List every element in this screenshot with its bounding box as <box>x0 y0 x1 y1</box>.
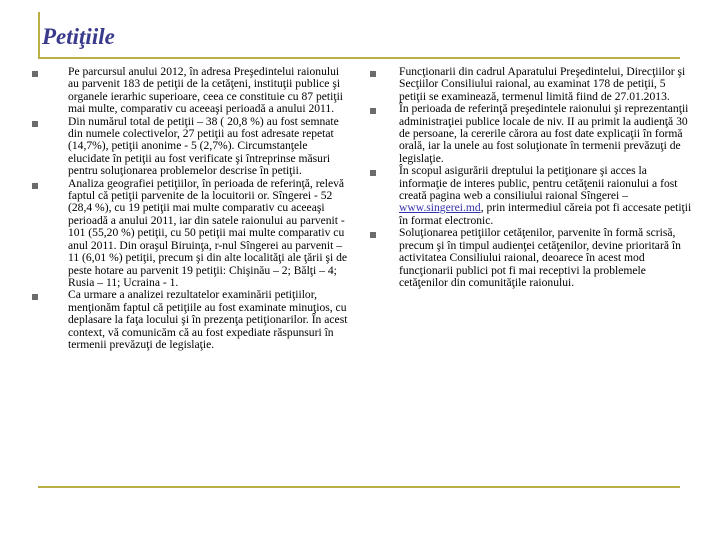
page-title: Petiţiile <box>42 24 115 49</box>
bottom-rule <box>38 486 680 488</box>
list-item <box>30 178 348 290</box>
list-item-text: Pe parcursul anului 2012, în adresa Preşedintelui raionului au parvenit 183 de petiţii de la cetăţeni, instituţii publice şi organele ierarhic superioare, ceea ce constituie cu 87 petiţii mai multe, comparativ cu aceeaşi perioadă a anului 2011. <box>68 65 344 116</box>
list-item-text: În perioada de referinţă preşedintele raionului şi reprezentanţii administraţiei publice locale de niv. II au primit la audienţă 30 de persoane, la cererile cărora au fost date explicaţii în formă orală, iar la unele au fost soluţionate în termenii prevăzuţi de legislaţie. <box>399 102 689 165</box>
list-item <box>30 66 348 116</box>
square-bullet-icon <box>32 71 38 77</box>
title-left-rule <box>38 12 40 59</box>
list-item <box>30 116 348 178</box>
website-link[interactable]: www.singerei.md <box>399 201 481 215</box>
square-bullet-icon <box>32 294 38 300</box>
square-bullet-icon <box>32 121 38 127</box>
square-bullet-icon <box>370 108 376 114</box>
square-bullet-icon <box>370 170 376 176</box>
left-bullet-list <box>30 66 348 351</box>
list-item-text-start: În scopul asigurării dreptului la petiţionare şi acces la informaţie de interes public, pentru cetăţenii raionului a fost creată pagina web a consiliului raional Sîngerei – <box>399 164 678 203</box>
square-bullet-icon <box>32 183 38 189</box>
square-bullet-icon <box>370 232 376 238</box>
list-item <box>368 103 694 165</box>
left-column <box>30 66 348 351</box>
list-item <box>368 66 694 103</box>
list-item-text-end: , prin intermediul căreia pot fi accesate petiţii în format electronic. <box>399 201 692 227</box>
list-item-text: Funcţionarii din cadrul Aparatului Preşedintelui, Direcţiilor şi Secţiilor Consiliului raional, au examinat 178 de petiţii, 5 petiţii se examinează, termenul limită fiind de 27.01.2013. <box>399 65 686 103</box>
title-underline <box>38 57 680 59</box>
list-item-text: Analiza geografiei petiţiilor, în perioada de referinţă, relevă faptul că petiţii parvenite de la locuitorii or. Sîngerei - 52 (28,4 %), cu 19 petiţii mai multe comparativ cu aceeaşi perioadă a anului 2011, iar din satele raionului au parvenit - 101 (55,20 %) petiţii, cu 50 petiţii mai multe comparativ cu anul 2011. Din oraşul Biruinţa, r-nul Sîngerei au parvenit – 11 (6,01 %) petiţii, precum şi din alte localităţi ale ţării şi de peste hotare au parvenit 19 petiţii: Chişinău – 2; Bălţi – 4; Rusia – 11; Ucraina - 1. <box>68 176 348 289</box>
list-item <box>368 165 694 227</box>
square-bullet-icon <box>370 71 376 77</box>
list-item-text: Ca urmare a analizei rezultatelor examinării petiţiilor, menţionăm faptul că petiţiile au fost examinate minuţios, cu deplasare la faţa locului şi în prezenţa petiţionarilor. În acest context, vă comunicăm că au fost expediate răspunsuri în termenii prevăzuţi de legislaţie. <box>68 288 348 351</box>
right-column <box>368 66 694 289</box>
right-bullet-list <box>368 66 694 289</box>
list-item-text: Soluţionarea petiţiilor cetăţenilor, parvenite în formă scrisă, precum şi în timpul audienţei cetăţenilor, devine prioritară în activitatea Consiliului raional, deoarece în acest mod funcţionarii publici pot fi mai receptivi la problemele cetăţenilor din comunităţile raionului. <box>399 226 681 289</box>
list-item <box>30 289 348 351</box>
list-item <box>368 227 694 289</box>
list-item-text: Din numărul total de petiţii – 38 ( 20,8 %) au fost semnate din numele colectivelor, 27 petiţii au fost adresate repetat (14,7%), petiţii anonime - 5 (2,7%). Circumstanţele elucidate în petiţii au fost verificate şi întreprinse măsuri pentru soluţionarea problemelor descrise în petiţii. <box>68 114 339 178</box>
